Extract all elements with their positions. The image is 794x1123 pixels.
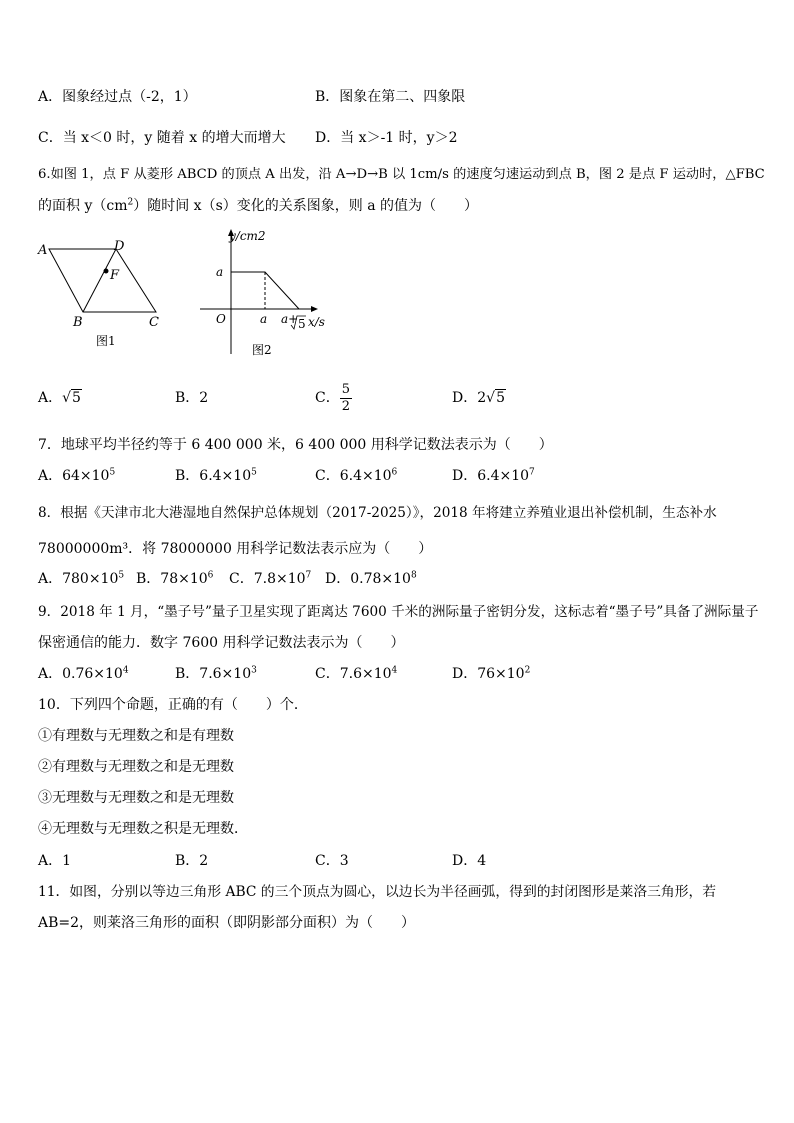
label-b: B: [73, 315, 83, 330]
q6-option-b: B．2: [175, 390, 209, 406]
q5-option-b: B．图象在第二、四象限: [315, 89, 466, 105]
q6-option-a: A．√5: [38, 390, 81, 406]
q7-option-b: B．$6.4\times 10^5$: [175, 467, 257, 484]
q10-option-b: B．2: [175, 853, 209, 869]
figure-2-caption: 图2: [252, 343, 272, 357]
q9-option-a: A．$0.76\times 10^4$: [38, 665, 129, 682]
label-a-plus: a+: [281, 312, 299, 326]
q9-stem-line2: 保密通信的能力．数字 7600 用科学记数法表示为（ ）: [38, 635, 405, 651]
q7-option-a: A．$64\times 10^5$: [38, 467, 116, 484]
figure-2-graph: [196, 226, 336, 358]
q7-stem: 7．地球平均半径约等于 6 400 000 米，6 400 000 用科学记数法表示为（ ）: [38, 437, 553, 453]
q5-option-d: D．当 x＞-1 时，y＞2: [315, 130, 458, 146]
q5-option-a: A．图象经过点（-2，1）: [38, 89, 197, 105]
point-f: [104, 269, 109, 274]
q6-stem-line2: 的面积 $y(cm^2)$随时间 x（s）变化的关系图象，则 a 的值为（ ）: [38, 197, 478, 214]
q6-option-c: C． $\frac{5}{2}$: [315, 381, 350, 414]
label-c: C: [149, 315, 159, 330]
q8-option-b: B．$78\times 10^6$: [136, 570, 214, 587]
q9-stem-line1: 9．2018 年 1 月，“墨子号”量子卫星实现了距离达 7600 千米的洲际量子密钥分发，这标志着“墨子号”具备了洲际量子: [38, 604, 759, 620]
q6-stem-line1: 6.如图 1，点 F 从菱形 ABCD 的顶点 A 出发，沿 A→D→B 以 1cm/s 的速度匀速运动到点 B，图 2 是点 F 运动时，△FBC: [38, 167, 765, 182]
q9-option-c: C．$7.6\times 10^4$: [315, 665, 398, 682]
q7-option-c: C．$6.4\times 10^6$: [315, 467, 398, 484]
q10-statement-4: ④无理数与无理数之积是无理数．: [38, 821, 248, 837]
label-a-y: a: [216, 265, 224, 279]
q10-statement-2: ②有理数与无理数之和是无理数: [38, 759, 234, 775]
q8-stem-line2: 78000000m³．将 78000000 用科学记数法表示应为（ ）: [38, 541, 433, 557]
q9-option-d: D．$76\times 10^2$: [452, 665, 531, 682]
y-axis-label: y/cm2: [229, 229, 266, 243]
q10-option-d: D．4: [452, 853, 487, 869]
q10-option-c: C．3: [315, 853, 349, 869]
q10-statement-3: ③无理数与无理数之和是无理数: [38, 790, 234, 806]
label-a-x: a: [260, 312, 268, 326]
q8-option-d: D．$0.78\times 10^8$: [325, 570, 417, 587]
label-d: D: [114, 239, 125, 254]
x-axis-label: x/s: [308, 315, 325, 329]
q11-stem-line2: AB=2，则莱洛三角形的面积（即阴影部分面积）为（ ）: [38, 915, 416, 931]
q11-stem-line1: 11．如图，分别以等边三角形 ABC 的三个顶点为圆心，以边长为半径画弧，得到的封闭图形是莱洛三角形，若: [38, 884, 717, 900]
q9-option-b: B．$7.6\times 10^3$: [175, 665, 257, 682]
q6-option-d: D．2√5: [452, 390, 505, 406]
rhombus-abcd: [49, 249, 156, 312]
figure-1-caption: 图1: [96, 334, 116, 348]
q5-option-c: C．当 x＜0 时，y 随着 x 的增大而增大: [38, 130, 286, 146]
q10-stem: 10．下列四个命题，正确的有（ ）个．: [38, 697, 308, 713]
label-a: A: [38, 243, 48, 258]
q8-option-a: A．$780\times 10^5$: [38, 570, 125, 587]
label-f: F: [110, 268, 120, 283]
q10-statement-1: ①有理数与无理数之和是有理数: [38, 728, 234, 744]
figure-1-rhombus: [34, 234, 174, 352]
q8-stem-line1: 8．根据《天津市北大港湿地自然保护总体规划（2017-2025）》，2018 年将建立养殖业退出补偿机制，生态补水: [38, 505, 717, 521]
label-root-5: 5: [298, 317, 306, 331]
q10-option-a: A．1: [38, 853, 72, 869]
q7-option-d: D．$6.4\times 10^7$: [452, 467, 535, 484]
x-axis-arrow: [311, 306, 318, 312]
q8-option-c: C．$7.8\times 10^7$: [229, 570, 312, 587]
label-origin: O: [216, 312, 226, 326]
